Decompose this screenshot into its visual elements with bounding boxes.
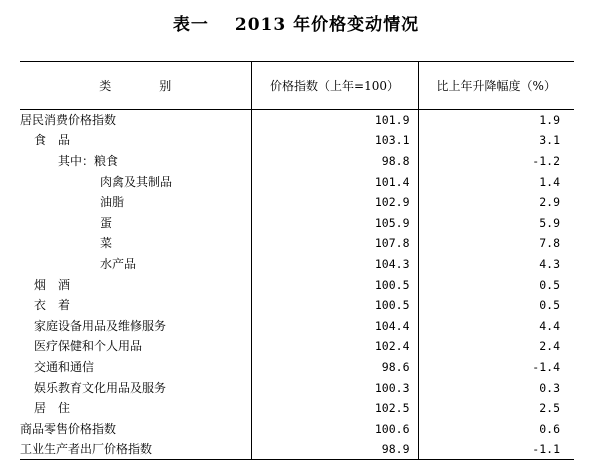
row-category-label: 衣 着 <box>34 298 71 313</box>
row-change-rate: 0.5 <box>418 295 574 316</box>
row-change-rate: -1.1 <box>418 439 574 460</box>
header-change-rate: 比上年升降幅度（%） <box>418 62 574 110</box>
row-price-index: 98.9 <box>251 439 418 460</box>
row-price-index: 101.4 <box>251 171 418 192</box>
row-price-index: 102.5 <box>251 398 418 419</box>
row-change-rate: 2.4 <box>418 336 574 357</box>
row-price-index: 104.4 <box>251 315 418 336</box>
row-change-rate: 7.8 <box>418 233 574 254</box>
row-change-rate: 1.9 <box>418 110 574 131</box>
table-row <box>20 439 574 460</box>
row-change-rate: 2.9 <box>418 192 574 213</box>
row-change-rate: 0.3 <box>418 377 574 398</box>
row-category-label: 家庭设备用品及维修服务 <box>34 318 167 333</box>
table-row <box>20 233 574 254</box>
table-row <box>20 274 574 295</box>
row-price-index: 103.1 <box>251 130 418 151</box>
row-category-label: 烟 酒 <box>34 277 71 292</box>
row-change-rate: 3.1 <box>418 130 574 151</box>
row-change-rate: 4.4 <box>418 315 574 336</box>
table-title-text: 2013 年价格变动情况 <box>234 15 420 35</box>
row-category-label: 蛋 <box>100 215 113 230</box>
row-price-index: 100.5 <box>251 274 418 295</box>
row-change-rate: 2.5 <box>418 398 574 419</box>
table-row <box>20 398 574 419</box>
header-category: 类 别 <box>20 62 251 110</box>
row-change-rate: 0.6 <box>418 418 574 439</box>
table-title <box>0 10 592 34</box>
row-category-label: 食 品 <box>34 133 71 148</box>
row-category-label: 其中：粮食 <box>58 153 119 168</box>
row-category-label: 菜 <box>100 236 113 251</box>
row-category-label: 商品零售价格指数 <box>20 421 117 436</box>
row-change-rate: 4.3 <box>418 254 574 275</box>
row-category-label: 居 住 <box>34 401 71 416</box>
row-category-label: 水产品 <box>100 256 137 271</box>
table-row <box>20 171 574 192</box>
table-number: 表一 <box>172 15 209 35</box>
row-change-rate: -1.4 <box>418 357 574 378</box>
row-category-label: 肉禽及其制品 <box>100 174 173 189</box>
row-category-label: 交通和通信 <box>34 359 95 374</box>
table-row <box>20 295 574 316</box>
row-category-label: 医疗保健和个人用品 <box>34 339 143 354</box>
row-price-index: 104.3 <box>251 254 418 275</box>
row-change-rate: 5.9 <box>418 212 574 233</box>
table-row <box>20 192 574 213</box>
table-row <box>20 336 574 357</box>
table-row <box>20 377 574 398</box>
row-change-rate: -1.2 <box>418 151 574 172</box>
row-price-index: 100.3 <box>251 377 418 398</box>
table-row <box>20 151 574 172</box>
row-change-rate: 1.4 <box>418 171 574 192</box>
row-price-index: 105.9 <box>251 212 418 233</box>
row-category-label: 油脂 <box>100 195 125 210</box>
row-category-label: 工业生产者出厂价格指数 <box>20 439 251 460</box>
row-price-index: 101.9 <box>251 110 418 131</box>
row-price-index: 107.8 <box>251 233 418 254</box>
table-row <box>20 110 574 131</box>
table-body <box>20 110 574 460</box>
table-row <box>20 130 574 151</box>
row-price-index: 102.4 <box>251 336 418 357</box>
row-change-rate: 0.5 <box>418 274 574 295</box>
row-price-index: 100.6 <box>251 418 418 439</box>
row-category-label: 居民消费价格指数 <box>20 113 117 128</box>
table-row <box>20 212 574 233</box>
table-row <box>20 315 574 336</box>
row-price-index: 100.5 <box>251 295 418 316</box>
header-row <box>20 62 574 110</box>
header-price-index: 价格指数（上年=100） <box>251 62 418 110</box>
row-price-index: 98.8 <box>251 151 418 172</box>
price-change-table <box>20 61 574 460</box>
row-price-index: 102.9 <box>251 192 418 213</box>
table-row <box>20 357 574 378</box>
row-price-index: 98.6 <box>251 357 418 378</box>
row-category-label: 娱乐教育文化用品及服务 <box>34 380 167 395</box>
table-row <box>20 418 574 439</box>
table-row <box>20 254 574 275</box>
